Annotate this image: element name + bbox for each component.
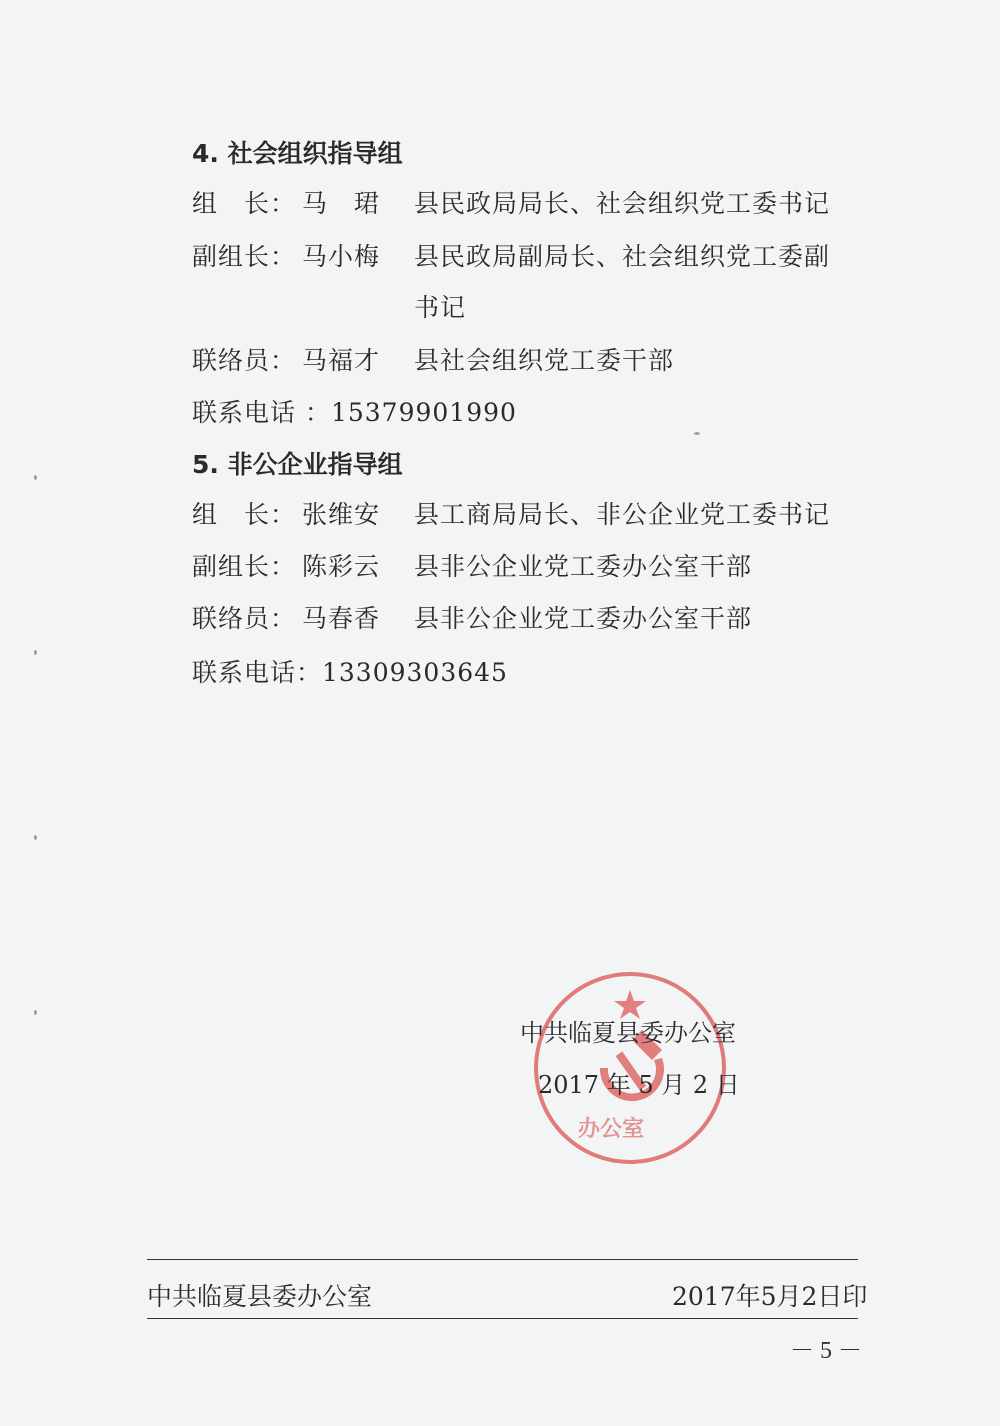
- footer-top-rule: [147, 1259, 858, 1260]
- leader-label: 组 长：: [192, 189, 297, 218]
- svg-text:办公室: 办公室: [578, 1117, 645, 1142]
- signature-org: 中共临夏县委办公室: [520, 1019, 736, 1047]
- liaison-role: 县社会组织党工委干部: [414, 346, 675, 375]
- page-number: － 5 －: [790, 1338, 862, 1364]
- section-5-phone: 联系电话：13309303645: [192, 658, 508, 687]
- deputy-role: 县非公企业党工委办公室干部: [414, 552, 753, 581]
- section-5-heading: 5. 非公企业指导组: [192, 450, 403, 479]
- footer-issuer: 中共临夏县委办公室: [147, 1282, 373, 1311]
- leader-role: 县工商局局长、非公企业党工委书记: [414, 500, 831, 529]
- official-seal-icon: [530, 968, 730, 1168]
- deputy-label: 副组长：: [192, 242, 297, 271]
- scan-speck: [34, 1010, 37, 1015]
- deputy-label: 副组长：: [192, 552, 297, 581]
- scan-speck: [34, 650, 37, 655]
- section-4-heading: 4. 社会组织指导组: [192, 139, 403, 168]
- section-4-phone: 联系电话 ：15379901990: [192, 398, 517, 427]
- leader-label: 组 长：: [192, 500, 297, 529]
- footer-print-date: 2017年5月2日印: [672, 1282, 868, 1311]
- deputy-name: 陈彩云: [302, 552, 381, 581]
- leader-role: 县民政局局长、社会组织党工委书记: [414, 189, 831, 218]
- deputy-role: 县民政局副局长、社会组织党工委副: [414, 242, 831, 271]
- leader-name: 张维安: [302, 500, 381, 529]
- scan-speck: [34, 475, 37, 480]
- liaison-label: 联络员：: [192, 604, 297, 633]
- leader-name: 马 珺: [302, 189, 381, 218]
- liaison-name: 马春香: [302, 604, 381, 633]
- scan-speck: [694, 432, 700, 435]
- footer-bottom-rule: [147, 1318, 858, 1319]
- liaison-label: 联络员：: [192, 346, 297, 375]
- deputy-name: 马小梅: [302, 242, 381, 271]
- liaison-role: 县非公企业党工委办公室干部: [414, 604, 753, 633]
- signature-date: 2017 年 5 月 2 日: [538, 1071, 740, 1099]
- liaison-name: 马福才: [302, 346, 381, 375]
- scan-speck: [34, 835, 37, 840]
- deputy-role-continuation: 书记: [414, 293, 467, 322]
